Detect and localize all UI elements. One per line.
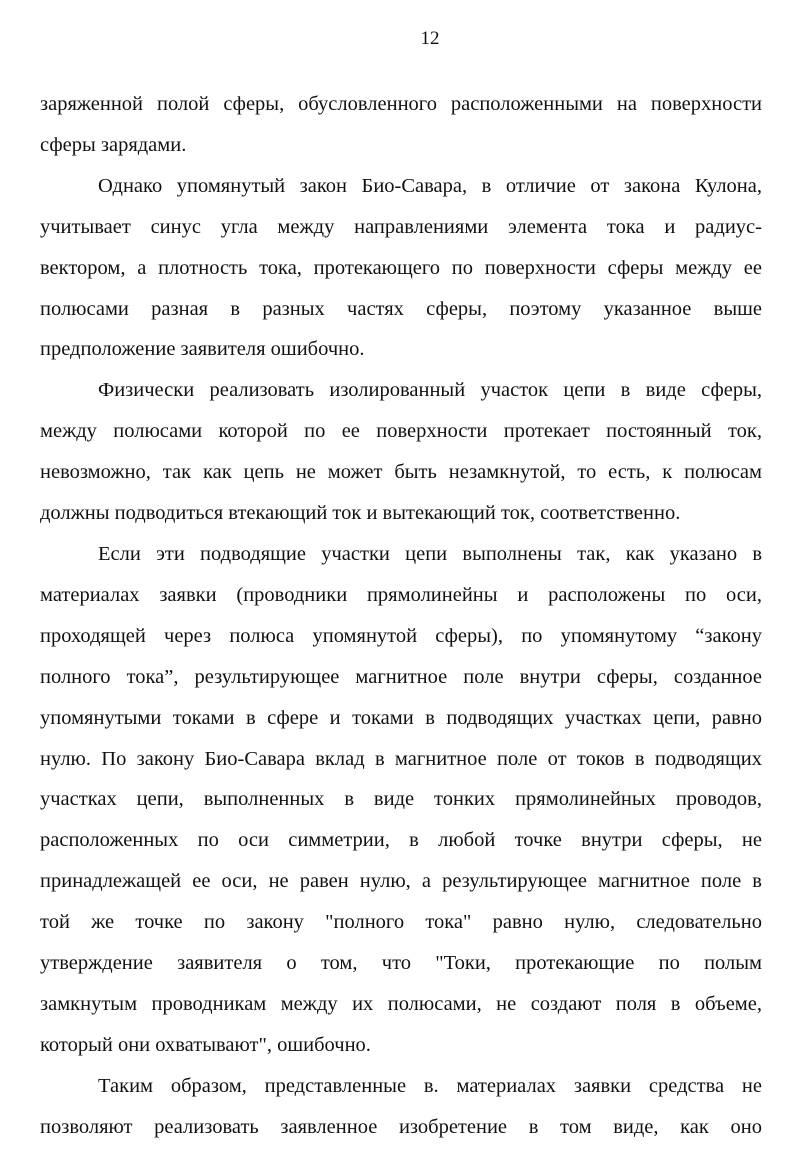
paragraph-5 bbox=[40, 1066, 762, 1148]
text-line: Если эти подводящие участки цепи выполнены так, как указано в bbox=[98, 542, 762, 565]
text-line: сферы зарядами. bbox=[40, 133, 187, 156]
text-line: Таким образом, представленные в. материалах заявки средства не bbox=[98, 1074, 762, 1097]
text-line: заряженной полой сферы, обусловленного расположенными на поверхности bbox=[40, 93, 762, 115]
text-line: принадлежащей ее оси, не равен нулю, а результирующее магнитное поле в bbox=[40, 870, 762, 893]
text-line: учитывает синус угла между направлениями элемента тока и радиус- bbox=[40, 215, 762, 238]
text-line: между полюсами которой по ее поверхности протекает постоянный ток, bbox=[40, 420, 762, 443]
text-line: полюсами разная в разных частях сферы, поэтому указанное выше bbox=[40, 297, 762, 320]
text-line: нулю. По закону Био-Савара вклад в магнитное поле от токов в подводящих bbox=[40, 747, 762, 770]
text-line: предположение заявителя ошибочно. bbox=[40, 338, 365, 361]
paragraph-1 bbox=[40, 84, 762, 166]
text-line: проходящей через полюса упомянутой сферы), по упомянутому “закону bbox=[40, 624, 762, 647]
text-line: участках цепи, выполненных в виде тонких прямолинейных проводов, bbox=[40, 788, 762, 811]
text-line: должны подводиться втекающий ток и вытекающий ток, соответственно. bbox=[40, 502, 681, 525]
text-line: той же точке по закону "полного тока" равно нулю, следовательно bbox=[40, 911, 762, 934]
text-line: упомянутыми токами в сфере и токами в подводящих участках цепи, равно bbox=[40, 706, 762, 729]
text-line: вектором, а плотность тока, протекающего по поверхности сферы между ее bbox=[40, 256, 762, 279]
text-line: полного тока”, результирующее магнитное поле внутри сферы, созданное bbox=[40, 665, 762, 688]
text-line: утверждение заявителя о том, что "Токи, протекающие по полым bbox=[40, 952, 762, 975]
paragraph-3 bbox=[40, 370, 762, 534]
text-line: расположенных по оси симметрии, в любой точке внутри сферы, не bbox=[40, 829, 762, 852]
text-line: материалах заявки (проводники прямолинейны и расположены по оси, bbox=[40, 583, 762, 606]
text-line: позволяют реализовать заявленное изобретение в том виде, как оно bbox=[40, 1115, 762, 1138]
paragraph-2 bbox=[40, 166, 762, 371]
text-line: который они охватывают", ошибочно. bbox=[40, 1033, 371, 1056]
page-number: 12 bbox=[420, 28, 440, 49]
paragraph-4 bbox=[40, 534, 762, 1066]
text-line: невозможно, так как цепь не может быть незамкнутой, то есть, к полюсам bbox=[40, 461, 762, 484]
text-line: Физически реализовать изолированный участок цепи в виде сферы, bbox=[98, 379, 762, 402]
body-text bbox=[40, 84, 762, 1148]
text-line: замкнутым проводникам между их полюсами, не создают поля в объеме, bbox=[40, 992, 762, 1015]
text-line: Однако упомянутый закон Био-Савара, в отличие от закона Кулона, bbox=[98, 174, 762, 197]
